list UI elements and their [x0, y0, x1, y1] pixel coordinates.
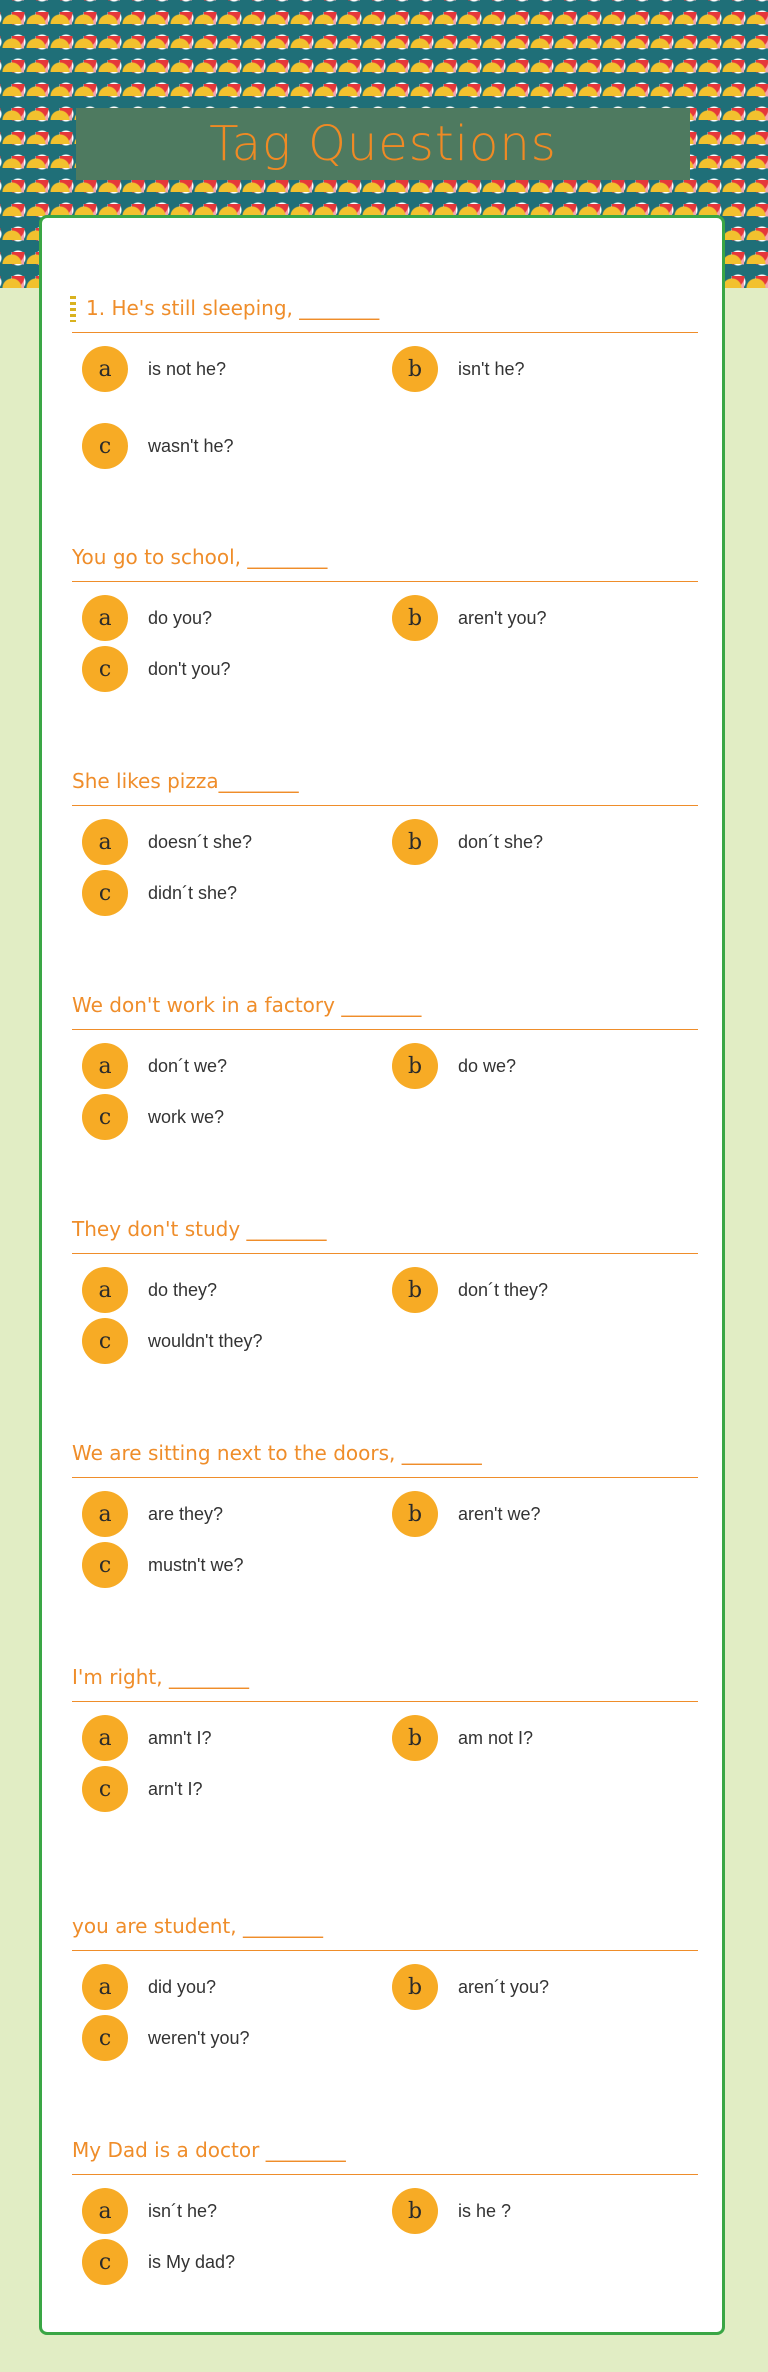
option-a[interactable] [82, 1715, 211, 1761]
option-a[interactable] [82, 819, 252, 865]
option-badge: b [392, 2188, 438, 2234]
option-badge: a [82, 2188, 128, 2234]
option-badge: c [82, 1318, 128, 1364]
option-text: do they? [148, 1279, 218, 1300]
question-text: They don't study ________ [72, 1217, 327, 1241]
option-badge: b [392, 595, 438, 641]
option-text: wasn't he? [148, 435, 234, 456]
option-c[interactable] [82, 1318, 263, 1364]
option-c[interactable] [82, 1766, 202, 1812]
page-title: Tag Questions [209, 116, 557, 172]
option-badge: a [82, 346, 128, 392]
option-text: work we? [148, 1106, 225, 1127]
question-divider [72, 1477, 698, 1478]
option-a[interactable] [82, 2188, 217, 2234]
option-a[interactable] [82, 346, 226, 392]
option-badge: c [82, 1094, 128, 1140]
option-text: is not he? [148, 358, 227, 379]
question-text: We are sitting next to the doors, ________ [72, 1441, 482, 1465]
option-text: isn't he? [458, 358, 525, 379]
question-divider [72, 1950, 698, 1951]
option-badge: a [82, 1715, 128, 1761]
option-b[interactable] [392, 819, 543, 865]
option-badge: a [82, 1491, 128, 1537]
option-c[interactable] [82, 1542, 243, 1588]
option-badge: a [82, 1964, 128, 2010]
quiz-card [39, 215, 725, 2335]
option-badge: b [392, 346, 438, 392]
option-badge: b [392, 1715, 438, 1761]
option-text: do we? [458, 1055, 517, 1076]
option-text: weren't you? [148, 2027, 250, 2048]
question-text: You go to school, ________ [72, 545, 328, 569]
option-text: do you? [148, 607, 213, 628]
option-b[interactable] [392, 2188, 511, 2234]
option-text: wouldn't they? [148, 1330, 263, 1351]
question-divider [72, 1253, 698, 1254]
option-a[interactable] [82, 1267, 217, 1313]
option-text: aren´t you? [458, 1976, 550, 1997]
question-divider [72, 2174, 698, 2175]
option-b[interactable] [392, 1491, 541, 1537]
option-a[interactable] [82, 1491, 223, 1537]
option-badge: b [392, 819, 438, 865]
option-badge: a [82, 1267, 128, 1313]
option-text: don´t she? [458, 831, 544, 852]
option-badge: a [82, 819, 128, 865]
option-badge: c [82, 2015, 128, 2061]
option-a[interactable] [82, 1964, 216, 2010]
option-b[interactable] [392, 1964, 549, 2010]
option-a[interactable] [82, 1043, 227, 1089]
option-badge: b [392, 1964, 438, 2010]
option-c[interactable] [82, 2015, 250, 2061]
question-text: I'm right, ________ [72, 1665, 249, 1689]
option-badge: c [82, 646, 128, 692]
question-divider [72, 1701, 698, 1702]
option-b[interactable] [392, 1715, 533, 1761]
option-text: did you? [148, 1976, 217, 1997]
question-text: She likes pizza________ [72, 769, 299, 793]
option-text: don't you? [148, 658, 231, 679]
question-divider [72, 581, 698, 582]
option-badge: c [82, 2239, 128, 2285]
question-text: 1. He's still sleeping, ________ [86, 296, 380, 320]
option-text: aren't you? [458, 607, 547, 628]
option-c[interactable] [82, 870, 237, 916]
option-text: isn´t he? [148, 2200, 218, 2221]
question-text: We don't work in a factory ________ [72, 993, 422, 1017]
option-text: don´t we? [148, 1055, 228, 1076]
option-text: is he ? [458, 2200, 512, 2221]
option-text: am not I? [458, 1727, 534, 1748]
option-badge: c [82, 423, 128, 469]
option-c[interactable] [82, 423, 234, 469]
option-badge: b [392, 1043, 438, 1089]
option-text: amn't I? [148, 1727, 212, 1748]
option-b[interactable] [392, 1043, 516, 1089]
option-text: don´t they? [458, 1279, 549, 1300]
question-text: My Dad is a doctor ________ [72, 2138, 346, 2162]
option-b[interactable] [392, 346, 524, 392]
option-badge: a [82, 1043, 128, 1089]
drag-handle-icon[interactable] [70, 296, 76, 322]
question-divider [72, 1029, 698, 1030]
question-divider [72, 332, 698, 333]
option-text: doesn´t she? [148, 831, 253, 852]
option-c[interactable] [82, 2239, 235, 2285]
option-badge: b [392, 1267, 438, 1313]
question-divider [72, 805, 698, 806]
option-b[interactable] [392, 1267, 548, 1313]
option-c[interactable] [82, 1094, 224, 1140]
option-a[interactable] [82, 595, 212, 641]
option-text: didn´t she? [148, 882, 238, 903]
option-text: is My dad? [148, 2251, 236, 2272]
title-bar [76, 108, 690, 180]
option-badge: a [82, 595, 128, 641]
option-text: mustn't we? [148, 1554, 244, 1575]
option-badge: c [82, 1542, 128, 1588]
option-c[interactable] [82, 646, 231, 692]
option-text: are they? [148, 1503, 224, 1524]
option-text: aren't we? [458, 1503, 541, 1524]
option-b[interactable] [392, 595, 547, 641]
question-text: you are student, ________ [72, 1914, 323, 1938]
option-badge: c [82, 1766, 128, 1812]
option-badge: b [392, 1491, 438, 1537]
option-text: arn't I? [148, 1778, 203, 1799]
option-badge: c [82, 870, 128, 916]
